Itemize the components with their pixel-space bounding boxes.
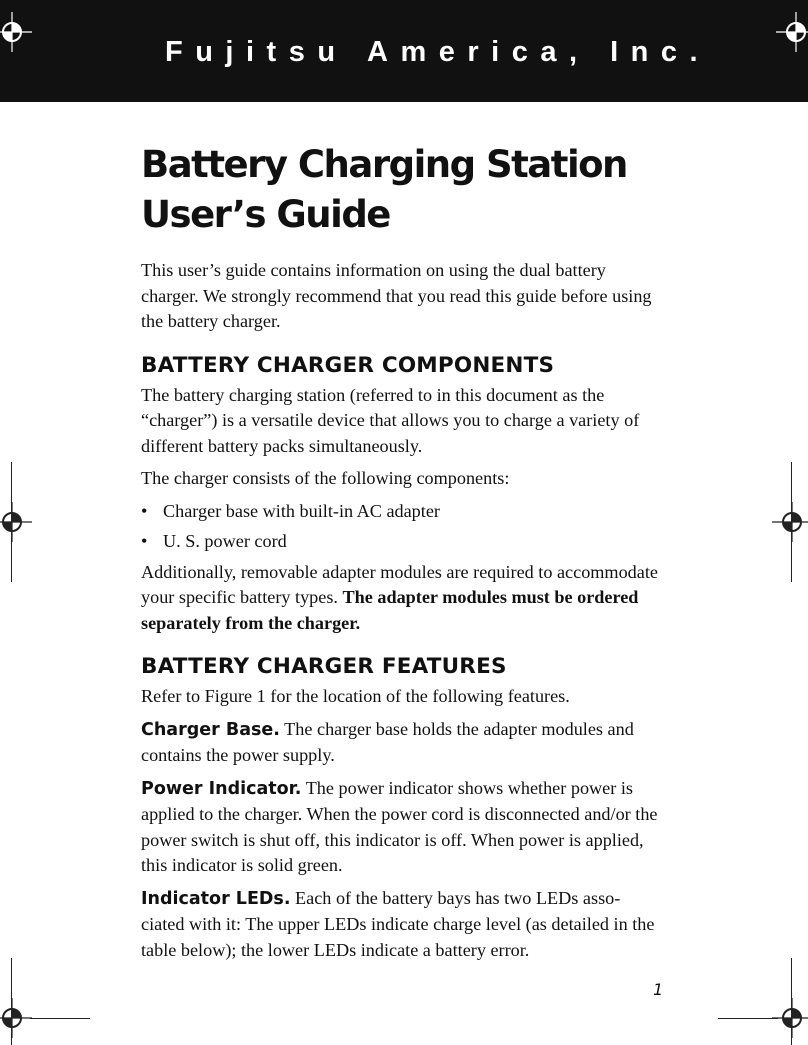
registration-mark-icon <box>0 998 32 1038</box>
feature-term: Indicator LEDs. <box>141 888 291 909</box>
feature-text: The charger base holds the adapter modules and contains the power supply. <box>141 718 634 765</box>
components-paragraph-2: The charger consists of the following components: <box>141 468 510 488</box>
components-paragraph-1: The battery charging station (referred to in this document as the “charger”) is a versatile device that allows you to charge a variety of different battery packs simultaneously. <box>141 384 640 456</box>
crop-line <box>718 1018 778 1019</box>
feature-charger-base <box>141 717 663 769</box>
components-paragraph-3 <box>141 560 663 637</box>
features-heading: BATTERY CHARGER FEATURES <box>141 654 507 679</box>
registration-mark-icon <box>0 12 32 52</box>
list-item-text: Charger base with built-in AC adapter <box>163 500 440 521</box>
registration-mark-icon <box>0 502 32 542</box>
feature-text: Each of the battery bays has two LEDs asso-ciated with it: The upper LEDs indicate charge level (as detailed in the table below); the lower LEDs indicate a battery error. <box>141 887 655 960</box>
feature-power-indicator <box>141 776 663 879</box>
feature-term: Power Indicator. <box>141 778 302 799</box>
features-intro: Refer to Figure 1 for the location of the following features. <box>141 686 570 706</box>
intro-paragraph: This user’s guide contains information on using the dual battery charger. We strongly recommend that you read this guide before using the battery charger. <box>141 260 652 331</box>
title-line-2: User’s Guide <box>141 193 390 236</box>
components-list <box>141 499 663 555</box>
list-item <box>141 499 663 525</box>
list-item <box>141 529 663 555</box>
adapter-note-bold: The adapter modules must be ordered separately from the charger. <box>141 587 639 633</box>
company-name: Fujitsu America, Inc. <box>165 36 711 68</box>
title-line-1: Battery Charging Station <box>141 143 627 186</box>
crop-line <box>11 958 12 1045</box>
bullet-icon: • <box>141 500 148 521</box>
feature-term: Charger Base. <box>141 719 280 740</box>
page-title <box>141 140 627 240</box>
registration-mark-icon <box>776 12 808 52</box>
adapter-note: Additionally, removable adapter modules are required to accommodate your specific battery types. <box>141 561 658 607</box>
crop-line <box>791 462 792 582</box>
crop-line <box>791 958 792 1045</box>
page-number: 1 <box>653 980 664 999</box>
registration-mark-icon <box>772 502 808 542</box>
components-heading: BATTERY CHARGER COMPONENTS <box>141 352 555 378</box>
bullet-icon: • <box>141 531 148 551</box>
feature-text: The power indicator shows whether power is applied to the charger. When the power cord is disconnected and/or the power switch is shut off, this indicator is off. When power is applied, this indicator is solid green. <box>141 777 658 875</box>
list-item-text: U. S. power cord <box>163 531 287 551</box>
crop-line <box>11 462 12 582</box>
crop-line <box>30 1018 90 1019</box>
document-body <box>141 258 663 970</box>
feature-indicator-leds <box>141 886 663 964</box>
header-band <box>0 0 808 102</box>
